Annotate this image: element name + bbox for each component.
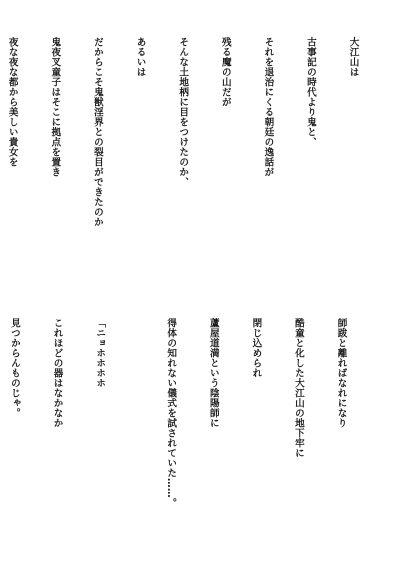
narration-line: だからこそ鬼獣淫界との裂目ができたのか [91,37,103,227]
dialogue-line: これほどの器はなかなか [51,318,63,428]
narration-line: 鬼夜叉童子はそこに拠点を置き [49,37,61,177]
narration-block-bottom [0,318,376,538]
narration-line: 得体の知れない儀式を試されていた……。 [165,318,177,508]
narration-line: 古事記の時代より鬼と、 [304,37,316,147]
narration-line: あるいは [134,37,146,77]
narration-block-top [0,37,388,267]
narration-line: 蘆屋道満という陰陽師に [207,318,219,428]
narration-line: 師跋と離ればなれになり [335,318,347,428]
narration-line: 閉じ込められ [250,318,262,378]
narration-line: 夜な夜な都から美しい貴女を [6,37,18,167]
narration-line: それを退治にくる朝廷の逸話が [262,37,274,177]
narration-line: 酷童と化した大江山の地下牢に [292,318,304,458]
narration-line: 大江山は [347,37,359,77]
narration-line: 残る魔の山だが [219,37,231,107]
dialogue-line: 「ニョホホホホ [94,318,106,388]
dialogue-line: 見つからんものじゃ。 [8,318,20,418]
narration-line: そんな土地柄に目をつけたのか、 [177,37,189,187]
